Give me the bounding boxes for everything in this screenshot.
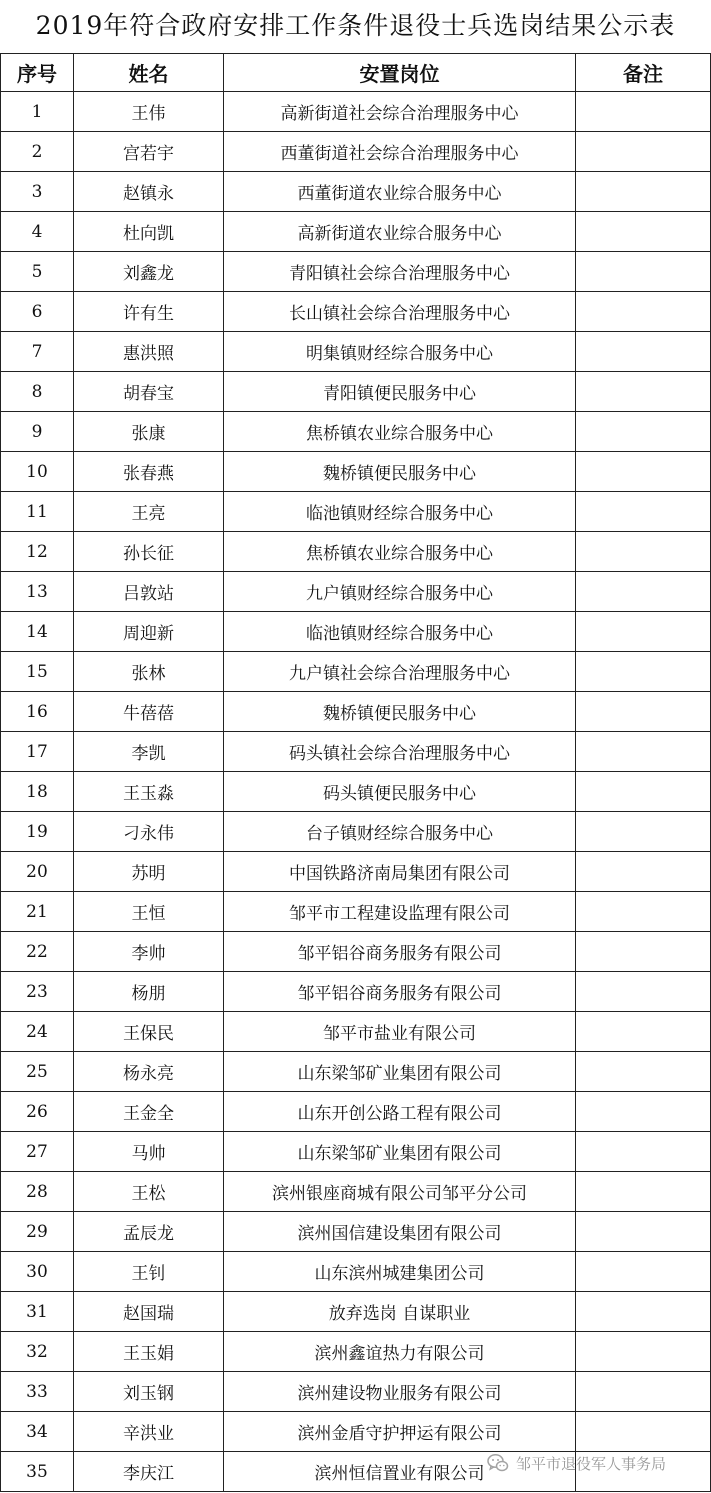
table-row <box>1 372 711 412</box>
cell-note <box>576 92 711 132</box>
watermark <box>486 1451 666 1475</box>
cell-no: 19 <box>1 812 74 852</box>
cell-note <box>576 1372 711 1412</box>
table-row <box>1 1012 711 1052</box>
table-row <box>1 732 711 772</box>
cell-note <box>576 572 711 612</box>
header-note: 备注 <box>576 54 711 92</box>
cell-name: 王保民 <box>74 1012 224 1052</box>
header-post: 安置岗位 <box>224 54 576 92</box>
cell-note <box>576 652 711 692</box>
cell-no: 2 <box>1 132 74 172</box>
table-row <box>1 812 711 852</box>
page-title: 2019年符合政府安排工作条件退役士兵选岗结果公示表 <box>35 11 676 40</box>
table-row <box>1 1212 711 1252</box>
cell-post: 码头镇便民服务中心 <box>224 772 576 812</box>
cell-post: 长山镇社会综合治理服务中心 <box>224 292 576 332</box>
cell-note <box>576 412 711 452</box>
cell-note <box>576 612 711 652</box>
cell-name: 杨朋 <box>74 972 224 1012</box>
cell-name: 王金全 <box>74 1092 224 1132</box>
cell-name: 周迎新 <box>74 612 224 652</box>
cell-post: 滨州银座商城有限公司邹平分公司 <box>224 1172 576 1212</box>
cell-no: 32 <box>1 1332 74 1372</box>
cell-no: 30 <box>1 1252 74 1292</box>
table-body <box>1 92 711 1492</box>
cell-note <box>576 1412 711 1452</box>
cell-name: 李帅 <box>74 932 224 972</box>
table-row <box>1 932 711 972</box>
cell-no: 17 <box>1 732 74 772</box>
cell-post: 高新街道社会综合治理服务中心 <box>224 92 576 132</box>
cell-note <box>576 892 711 932</box>
cell-no: 33 <box>1 1372 74 1412</box>
cell-name: 张春燕 <box>74 452 224 492</box>
cell-no: 20 <box>1 852 74 892</box>
header-no: 序号 <box>1 54 74 92</box>
cell-note <box>576 1132 711 1172</box>
cell-note <box>576 452 711 492</box>
results-table <box>0 53 711 1492</box>
cell-post: 中国铁路济南局集团有限公司 <box>224 852 576 892</box>
cell-no: 15 <box>1 652 74 692</box>
cell-note <box>576 1012 711 1052</box>
cell-name: 杨永亮 <box>74 1052 224 1092</box>
cell-note <box>576 172 711 212</box>
cell-post: 魏桥镇便民服务中心 <box>224 452 576 492</box>
cell-name: 张康 <box>74 412 224 452</box>
table-row <box>1 212 711 252</box>
cell-no: 9 <box>1 412 74 452</box>
cell-name: 牛蓓蓓 <box>74 692 224 732</box>
cell-note <box>576 1332 711 1372</box>
cell-no: 25 <box>1 1052 74 1092</box>
cell-no: 1 <box>1 92 74 132</box>
cell-name: 刘鑫龙 <box>74 252 224 292</box>
cell-note <box>576 492 711 532</box>
cell-post: 青阳镇社会综合治理服务中心 <box>224 252 576 292</box>
cell-note <box>576 1292 711 1332</box>
cell-post: 临池镇财经综合服务中心 <box>224 492 576 532</box>
cell-post: 滨州建设物业服务有限公司 <box>224 1372 576 1412</box>
cell-name: 辛洪业 <box>74 1412 224 1452</box>
cell-no: 5 <box>1 252 74 292</box>
cell-note <box>576 932 711 972</box>
cell-no: 11 <box>1 492 74 532</box>
cell-name: 杜向凯 <box>74 212 224 252</box>
table-row <box>1 1172 711 1212</box>
cell-post: 青阳镇便民服务中心 <box>224 372 576 412</box>
cell-name: 王玉淼 <box>74 772 224 812</box>
cell-note <box>576 372 711 412</box>
table-row <box>1 92 711 132</box>
cell-note <box>576 972 711 1012</box>
table-row <box>1 612 711 652</box>
table-row <box>1 652 711 692</box>
table-row <box>1 692 711 732</box>
cell-no: 13 <box>1 572 74 612</box>
table-row <box>1 1252 711 1292</box>
cell-no: 3 <box>1 172 74 212</box>
cell-post: 山东梁邹矿业集团有限公司 <box>224 1052 576 1092</box>
cell-post: 九户镇社会综合治理服务中心 <box>224 652 576 692</box>
cell-name: 宫若宇 <box>74 132 224 172</box>
table-header-row <box>1 54 711 92</box>
cell-no: 18 <box>1 772 74 812</box>
cell-name: 马帅 <box>74 1132 224 1172</box>
cell-no: 29 <box>1 1212 74 1252</box>
cell-no: 12 <box>1 532 74 572</box>
cell-no: 7 <box>1 332 74 372</box>
cell-no: 26 <box>1 1092 74 1132</box>
table-row <box>1 1412 711 1452</box>
cell-post: 焦桥镇农业综合服务中心 <box>224 532 576 572</box>
cell-name: 刘玉钢 <box>74 1372 224 1412</box>
cell-note <box>576 1092 711 1132</box>
cell-note <box>576 212 711 252</box>
cell-no: 8 <box>1 372 74 412</box>
cell-name: 刁永伟 <box>74 812 224 852</box>
cell-note <box>576 252 711 292</box>
table-row <box>1 132 711 172</box>
cell-post: 西董街道农业综合服务中心 <box>224 172 576 212</box>
cell-name: 张林 <box>74 652 224 692</box>
cell-post: 魏桥镇便民服务中心 <box>224 692 576 732</box>
table-row <box>1 1132 711 1172</box>
table-row <box>1 1052 711 1092</box>
table-row <box>1 972 711 1012</box>
cell-no: 31 <box>1 1292 74 1332</box>
cell-post: 滨州金盾守护押运有限公司 <box>224 1412 576 1452</box>
cell-name: 王伟 <box>74 92 224 132</box>
cell-post: 邹平市工程建设监理有限公司 <box>224 892 576 932</box>
cell-no: 16 <box>1 692 74 732</box>
cell-name: 惠洪照 <box>74 332 224 372</box>
cell-name: 孟辰龙 <box>74 1212 224 1252</box>
header-name: 姓名 <box>74 54 224 92</box>
cell-post: 台子镇财经综合服务中心 <box>224 812 576 852</box>
table-row <box>1 492 711 532</box>
cell-no: 14 <box>1 612 74 652</box>
cell-no: 10 <box>1 452 74 492</box>
table-row <box>1 252 711 292</box>
cell-post: 西董街道社会综合治理服务中心 <box>224 132 576 172</box>
cell-name: 李庆江 <box>74 1452 224 1492</box>
cell-name: 胡春宝 <box>74 372 224 412</box>
cell-name: 李凯 <box>74 732 224 772</box>
cell-note <box>576 732 711 772</box>
cell-note <box>576 332 711 372</box>
cell-name: 赵镇永 <box>74 172 224 212</box>
cell-name: 许有生 <box>74 292 224 332</box>
cell-post: 焦桥镇农业综合服务中心 <box>224 412 576 452</box>
table-row <box>1 332 711 372</box>
cell-post: 明集镇财经综合服务中心 <box>224 332 576 372</box>
cell-post: 滨州恒信置业有限公司 <box>224 1452 576 1492</box>
cell-post: 滨州鑫谊热力有限公司 <box>224 1332 576 1372</box>
cell-post: 放弃选岗 自谋职业 <box>224 1292 576 1332</box>
cell-post: 临池镇财经综合服务中心 <box>224 612 576 652</box>
cell-no: 6 <box>1 292 74 332</box>
table-row <box>1 412 711 452</box>
cell-note <box>576 852 711 892</box>
cell-name: 苏明 <box>74 852 224 892</box>
cell-note <box>576 532 711 572</box>
cell-note <box>576 1052 711 1092</box>
cell-post: 滨州国信建设集团有限公司 <box>224 1212 576 1252</box>
table-row <box>1 772 711 812</box>
cell-post: 山东开创公路工程有限公司 <box>224 1092 576 1132</box>
table-row <box>1 172 711 212</box>
cell-post: 邹平市盐业有限公司 <box>224 1012 576 1052</box>
cell-name: 吕敦站 <box>74 572 224 612</box>
cell-name: 孙长征 <box>74 532 224 572</box>
cell-post: 邹平铝谷商务服务有限公司 <box>224 932 576 972</box>
table-row <box>1 452 711 492</box>
cell-post: 邹平铝谷商务服务有限公司 <box>224 972 576 1012</box>
cell-no: 27 <box>1 1132 74 1172</box>
cell-name: 王松 <box>74 1172 224 1212</box>
cell-no: 4 <box>1 212 74 252</box>
cell-name: 王恒 <box>74 892 224 932</box>
cell-no: 35 <box>1 1452 74 1492</box>
cell-no: 28 <box>1 1172 74 1212</box>
wechat-icon <box>486 1451 510 1475</box>
table-row <box>1 572 711 612</box>
cell-name: 王钊 <box>74 1252 224 1292</box>
cell-no: 23 <box>1 972 74 1012</box>
cell-note <box>576 132 711 172</box>
cell-note <box>576 692 711 732</box>
cell-post: 山东滨州城建集团公司 <box>224 1252 576 1292</box>
cell-note <box>576 812 711 852</box>
cell-post: 高新街道农业综合服务中心 <box>224 212 576 252</box>
cell-post: 码头镇社会综合治理服务中心 <box>224 732 576 772</box>
table-row <box>1 1092 711 1132</box>
cell-note <box>576 772 711 812</box>
table-row <box>1 1372 711 1412</box>
table-row <box>1 532 711 572</box>
cell-note <box>576 292 711 332</box>
cell-name: 王亮 <box>74 492 224 532</box>
watermark-text: 邹平市退役军人事务局 <box>516 1454 667 1473</box>
table-row <box>1 852 711 892</box>
table-row <box>1 1292 711 1332</box>
cell-no: 24 <box>1 1012 74 1052</box>
cell-no: 22 <box>1 932 74 972</box>
cell-note <box>576 1172 711 1212</box>
cell-note <box>576 1252 711 1292</box>
cell-post: 山东梁邹矿业集团有限公司 <box>224 1132 576 1172</box>
table-row <box>1 292 711 332</box>
cell-post: 九户镇财经综合服务中心 <box>224 572 576 612</box>
cell-note <box>576 1212 711 1252</box>
cell-no: 21 <box>1 892 74 932</box>
table-row <box>1 1332 711 1372</box>
cell-name: 赵国瑞 <box>74 1292 224 1332</box>
table-row <box>1 892 711 932</box>
cell-name: 王玉娟 <box>74 1332 224 1372</box>
cell-no: 34 <box>1 1412 74 1452</box>
